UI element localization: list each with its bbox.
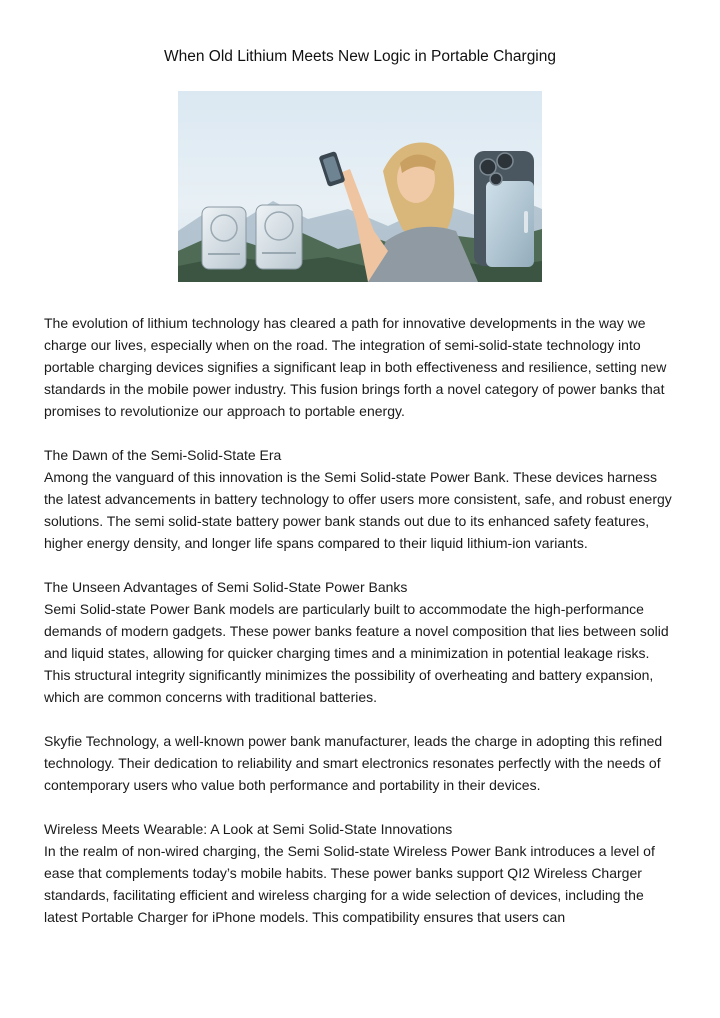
section-paragraph-advantages: Semi Solid-state Power Bank models are particularly built to accommodate the high-performance demands of modern gadgets. These power banks feature a novel composition that lies between solid and liquid states, allowing for quicker charging times and a minimization in potential leakage risks. This structural integrity significantly minimizes the possibility of overheating and battery expansion, which are common concerns with traditional batteries. — [44, 601, 669, 705]
section-heading-dawn: The Dawn of the Semi-Solid-State Era — [44, 447, 282, 463]
section-paragraph-skyfie: Skyfie Technology, a well-known power bank manufacturer, leads the charge in adopting this refined technology. Their dedication to reliability and smart electronics resonates perfectly with the needs of contemporary users who value both performance and portability in their devices. — [44, 733, 663, 793]
document-title: When Old Lithium Meets New Logic in Portable Charging — [164, 48, 556, 65]
hero-photo-illustration — [178, 91, 542, 282]
section-paragraph-wireless: In the realm of non-wired charging, the Semi Solid-state Wireless Power Bank introduces a level of ease that complements today’s mobile habits. These power banks support QI2 Wireless Charger standards, facilitating efficient and wireless charging for a wide selection of devices, including the latest Portable Charger for iPhone models. This compatibility ensures that users can — [44, 843, 655, 925]
section-heading-advantages: The Unseen Advantages of Semi Solid-State Power Banks — [44, 579, 408, 595]
section-paragraph-dawn: Among the vanguard of this innovation is the Semi Solid-state Power Bank. These devices harness the latest advancements in battery technology to offer users more consistent, safe, and robust energy solutions. The semi solid-state battery power bank stands out due to its enhanced safety features, higher energy density, and longer life spans compared to their liquid lithium-ion variants. — [44, 469, 672, 551]
section-heading-wireless: Wireless Meets Wearable: A Look at Semi Solid-State Innovations — [44, 821, 453, 837]
document-body — [44, 312, 676, 928]
intro-paragraph: The evolution of lithium technology has cleared a path for innovative developments in the way we charge our lives, especially when on the road. The integration of semi-solid-state technology into portable charging devices signifies a significant leap in both effectiveness and resilience, setting new standards in the mobile power industry. This fusion brings forth a novel category of power banks that promises to revolutionize our approach to portable energy. — [44, 315, 667, 419]
hero-image — [178, 91, 542, 282]
